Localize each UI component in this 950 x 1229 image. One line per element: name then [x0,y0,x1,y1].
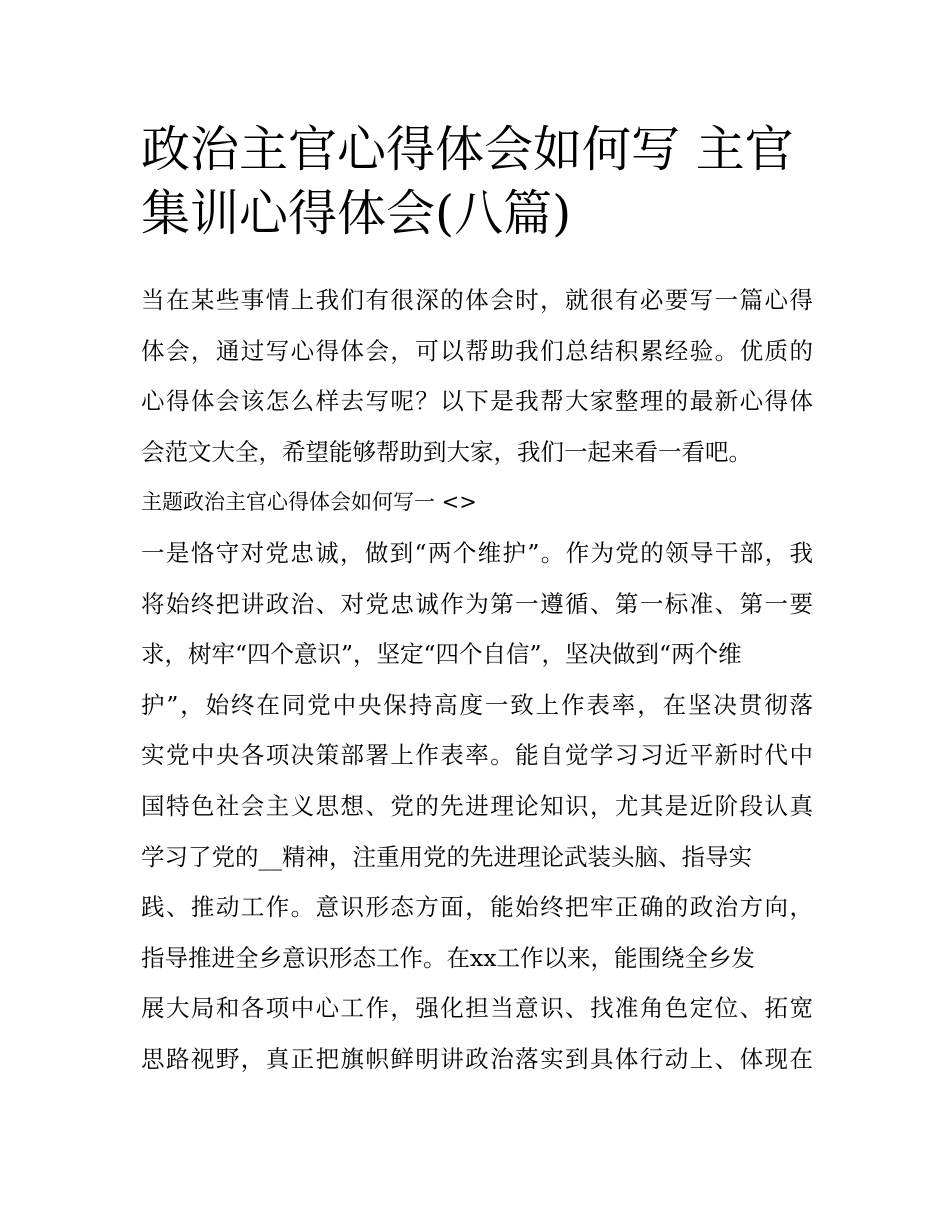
title-line: 政治主官心得体会如何写 主官 [141,121,794,178]
document-content [141,118,813,1085]
section-line: 求，树牢“四个意识”，坚定“四个自信”，坚决做到“两个维 [141,640,742,669]
intro-line: 体会，通过写心得体会，可以帮助我们总结积累经验。优质的 [141,336,813,365]
section-line: 指导推进全乡意识形态工作。在xx工作以来，能围绕全乡发 [141,943,756,972]
section-line: 践、推动工作。意识形态方面，能始终把牢正确的政治方向， [141,893,813,922]
section-line: 护”，始终在同党中央保持高度一致上作表率，在坚决贯彻落 [141,690,813,719]
section-line: 将始终把讲政治、对党忠诚作为第一遵循、第一标准、第一要 [141,589,813,618]
section-line: 展大局和各项中心工作，强化担当意识、找准角色定位、拓宽 [141,994,813,1023]
intro-line: 会范文大全，希望能够帮助到大家，我们一起来看一看吧。 [141,437,752,466]
section-line: 思路视野，真正把旗帜鲜明讲政治落实到具体行动上、体现在 [141,1044,813,1073]
section-line: 学习了党的__精神，注重用党的先进理论武装头脑、指导实 [141,842,752,871]
section-line: 国特色社会主义思想、党的先进理论知识，尤其是近阶段认真 [141,791,813,820]
document-body [141,275,813,1085]
document-title [141,118,813,246]
section-line: 一是恪守对党忠诚，做到“两个维护”。作为党的领导干部，我 [141,538,813,567]
intro-line: 心得体会该怎么样去写呢？以下是我帮大家整理的最新心得体 [141,387,813,416]
section-line: 实党中央各项决策部署上作表率。能自觉学习习近平新时代中 [141,741,813,770]
title-line: 集训心得体会(八篇) [141,185,572,242]
intro-line: 当在某些事情上我们有很深的体会时，就很有必要写一篇心得 [141,286,813,314]
section-heading: 主题政治主官心得体会如何写一 <> [141,490,477,515]
